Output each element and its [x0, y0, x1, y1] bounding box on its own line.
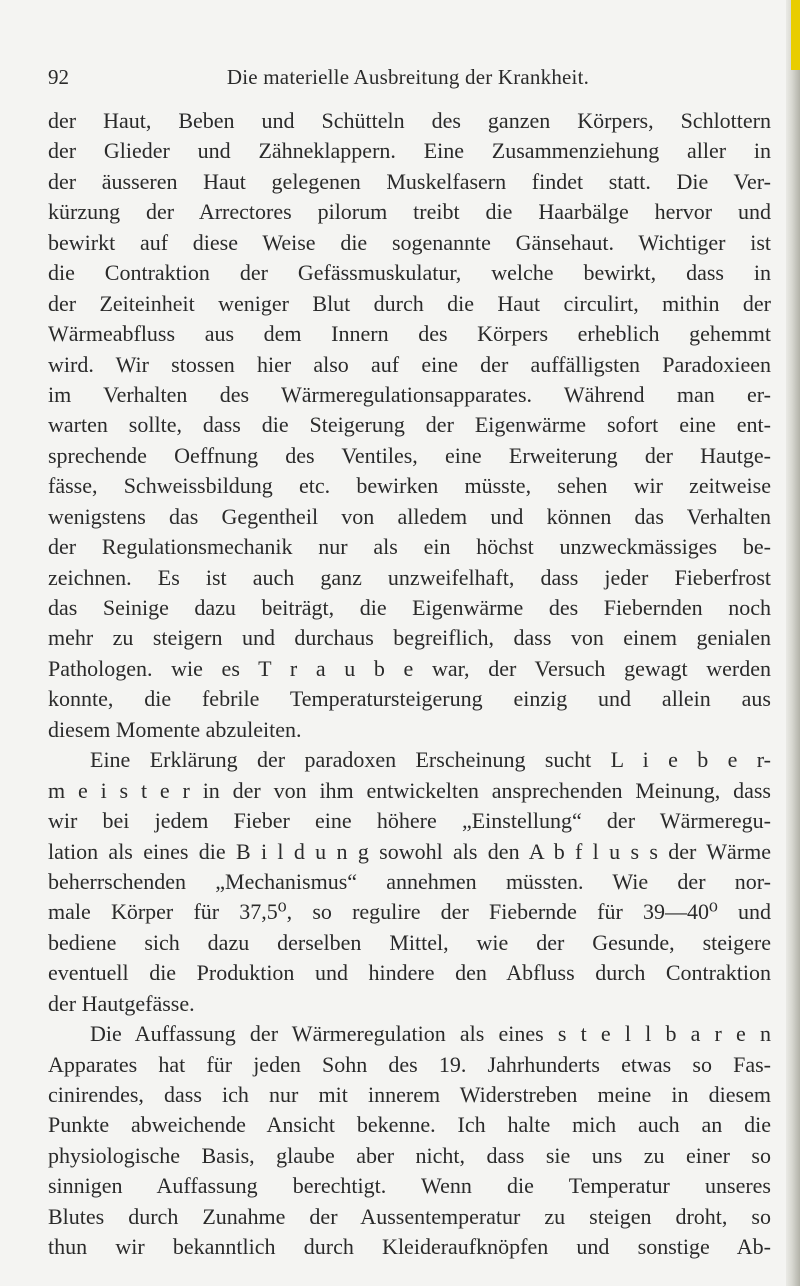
text-line: zeichnen. Es ist auch ganz unzweifelhaft, dass jeder Fieberfrost [48, 564, 771, 590]
page-edge-shadow [786, 0, 800, 1286]
text-line: der Glieder und Zähneklappern. Eine Zusammenziehung aller in [48, 138, 771, 164]
text-line: der Zeiteinheit weniger Blut durch die Haut circulirt, mithin der [48, 290, 771, 316]
text-line: lation als eines die B i l d u n g sowohl als den A b f l u s s der Wärme [48, 838, 771, 864]
text-line: der äusseren Haut gelegenen Muskelfasern findet statt. Die Ver- [48, 168, 771, 194]
text-line: sprechende Oeffnung des Ventiles, eine Erweiterung der Hautge- [48, 442, 771, 468]
text-line: der Regulationsmechanik nur als ein höchst unzweckmässiges be- [48, 534, 771, 560]
body-text [48, 106, 771, 1263]
text-line: Apparates hat für jeden Sohn des 19. Jahrhunderts etwas so Fas- [48, 1051, 771, 1077]
text-line: cinirendes, dass ich nur mit innerem Widerstreben meine in diesem [48, 1082, 771, 1107]
text-line: sinnigen Auffassung berechtigt. Wenn die Temperatur unseres [48, 1173, 771, 1199]
page-number: 92 [48, 65, 69, 89]
text-line: Blutes durch Zunahme der Aussentemperatur zu steigen droht, so [48, 1203, 771, 1229]
text-line: kürzung der Arrectores pilorum treibt die Haarbälge hervor und [48, 199, 771, 225]
page-header [48, 64, 768, 90]
text-line: mehr zu steigern und durchaus begreiflich, dass von einem genialen [48, 625, 771, 651]
text-line: warten sollte, dass die Steigerung der Eigenwärme sofort eine ent- [48, 412, 771, 438]
text-line: der Hautgefässe. [48, 990, 195, 1016]
text-line: Eine Erklärung der paradoxen Erscheinung sucht L i e b e r- [90, 747, 771, 773]
text-line: Die Auffassung der Wärmeregulation als eines s t e l l b a r e n [90, 1021, 771, 1047]
text-line: beherrschenden „Mechanismus“ annehmen müssten. Wie der nor- [48, 868, 771, 894]
text-line: male Körper für 37,5⁰, so regulire der Fiebernde für 39—40⁰ und [48, 899, 771, 925]
text-line: im Verhalten des Wärmeregulationsapparates. Während man er- [48, 381, 771, 407]
text-line: diesem Momente abzuleiten. [48, 716, 302, 742]
text-line: Pathologen. wie es T r a u b e war, der Versuch gewagt werden [48, 655, 771, 681]
text-line: konnte, die febrile Temperatursteigerung einzig und allein aus [48, 686, 771, 712]
text-line: der Haut, Beben und Schütteln des ganzen Körpers, Schlottern [48, 108, 771, 133]
text-line: eventuell die Produktion und hindere den Abfluss durch Contraktion [48, 960, 771, 986]
text-line: physiologische Basis, glaube aber nicht, dass sie uns zu einer so [48, 1142, 771, 1168]
text-line: m e i s t e r in der von ihm entwickelten ansprechenden Meinung, dass [48, 777, 771, 803]
text-line: bediene sich dazu derselben Mittel, wie der Gesunde, steigere [48, 929, 771, 955]
text-line: Punkte abweichende Ansicht bekenne. Ich halte mich auch an die [48, 1112, 771, 1138]
page-edge-tab [791, 0, 800, 70]
text-line: fässe, Schweissbildung etc. bewirken müsste, sehen wir zeitweise [48, 473, 771, 499]
text-line: bewirkt auf diese Weise die sogenannte Gänsehaut. Wichtiger ist [48, 229, 771, 255]
text-line: wenigstens das Gegentheil von alledem und können das Verhalten [48, 503, 771, 529]
text-line: wir bei jedem Fieber eine höhere „Einstellung“ der Wärmeregu- [48, 808, 771, 834]
text-line: Wärmeabfluss aus dem Innern des Körpers erheblich gehemmt [48, 321, 771, 347]
text-line: das Seinige dazu beiträgt, die Eigenwärme des Fiebernden noch [48, 595, 771, 620]
running-title: Die materielle Ausbreitung der Krankheit. [226, 65, 590, 89]
text-line: die Contraktion der Gefässmuskulatur, welche bewirkt, dass in [48, 260, 771, 286]
text-line: wird. Wir stossen hier also auf eine der auffälligsten Paradoxieen [48, 351, 771, 377]
text-line: thun wir bekanntlich durch Kleideraufknöpfen und sonstige Ab- [48, 1234, 771, 1260]
